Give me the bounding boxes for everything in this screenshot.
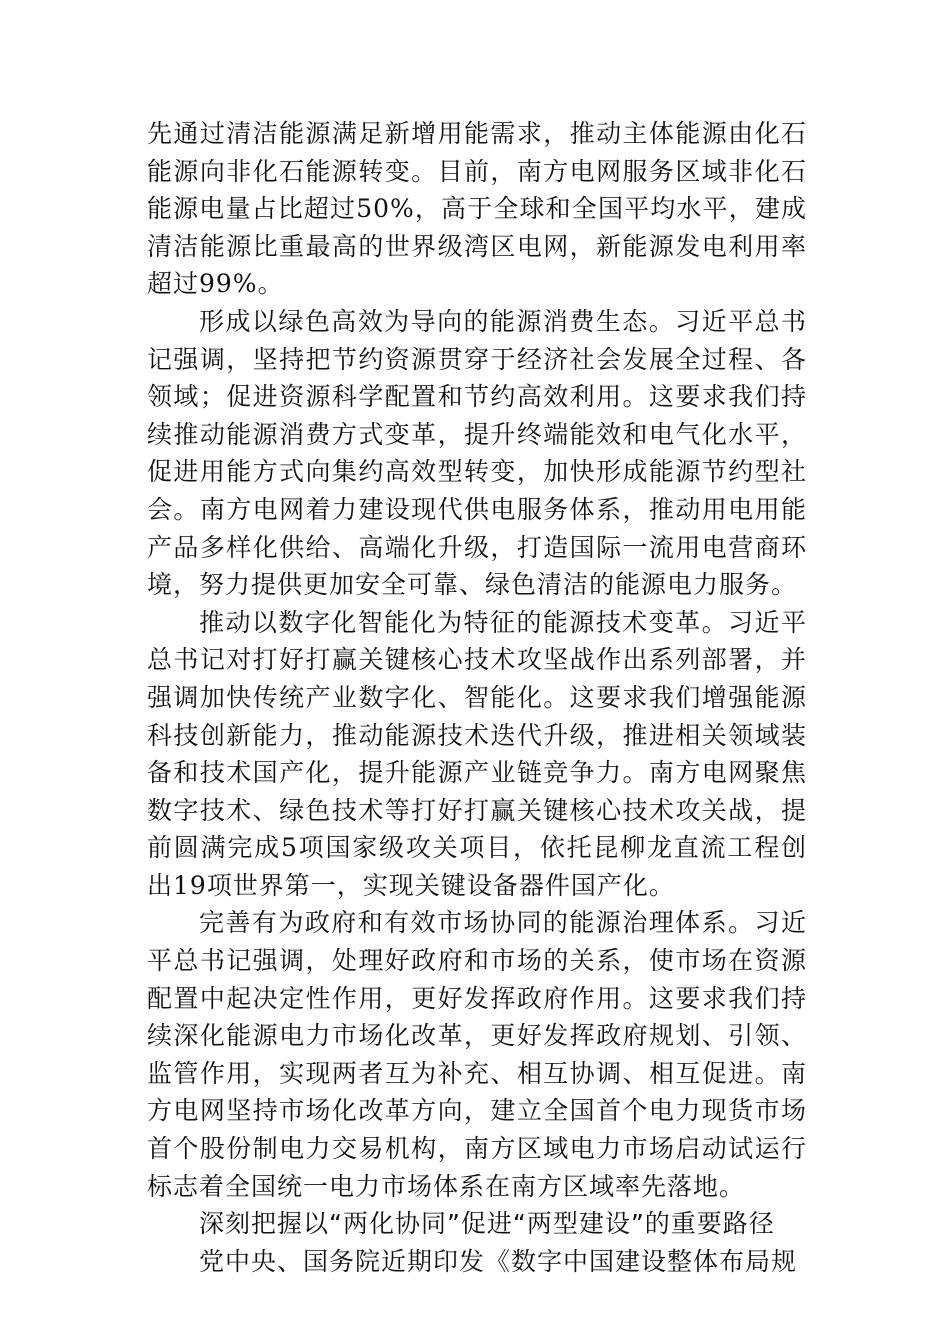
paragraph-digital-china: 党中央、国务院近期印发《数字中国建设整体布局规 bbox=[199, 1246, 798, 1276]
paragraph-energy-governance: 完善有为政府和有效市场协同的能源治理体系。习近平总书记强调，处理好政府和市场的关系，使市场在资源配置中起决定性作用，更好发挥政府作用。这要求我们持续深化能源电力市场化改革，更好发挥政府规划、引领、监管作用，实现两者互为补充、相互协调、相互促进。南方电网坚持市场化改革方向，建立全国首个电力现货市场首个股份制电力交易机构，南方区域电力市场启动试运行标志着全国统一电力市场体系在南方区域率先落地。 bbox=[147, 908, 807, 1201]
paragraph-clean-energy-transition: 先通过清洁能源满足新增用能需求，推动主体能源由化石能源向非化石能源转变。目前，南方电网服务区域非化石能源电量占比超过50%，高于全球和全国平均水平，建成清洁能源比重最高的世界级湾区电网，新能源发电利用率超过99%。 bbox=[147, 119, 807, 299]
paragraph-energy-consumption: 形成以绿色高效为导向的能源消费生态。习近平总书记强调，坚持把节约资源贯穿于经济社会发展全过程、各领域；促进资源科学配置和节约高效利用。这要求我们持续推动能源消费方式变革，提升终端能效和电气化水平，促进用能方式向集约高效型转变，加快形成能源节约型社会。南方电网着力建设现代供电服务体系，推动用电用能产品多样化供给、高端化升级，打造国际一流用电营商环境，努力提供更加安全可靠、绿色清洁的能源电力服务。 bbox=[147, 306, 807, 600]
section-heading: 深刻把握以“两化协同”促进“两型建设”的重要路径 bbox=[199, 1209, 775, 1239]
paragraph-energy-technology: 推动以数字化智能化为特征的能源技术变革。习近平总书记对打好打赢关键核心技术攻坚战作出系列部署，并强调加快传统产业数字化、智能化。这要求我们增强能源科技创新能力，推动能源技术迭代升级，推进相关领域装备和技术国产化，提升能源产业链竞争力。南方电网聚焦数字技术、绿色技术等打好打赢关键核心技术攻关战，提前圆满完成5项国家级攻关项目，依托昆柳龙直流工程创出19项世界第一，实现关键设备器件国产化。 bbox=[147, 607, 807, 900]
document-body bbox=[147, 115, 807, 1280]
